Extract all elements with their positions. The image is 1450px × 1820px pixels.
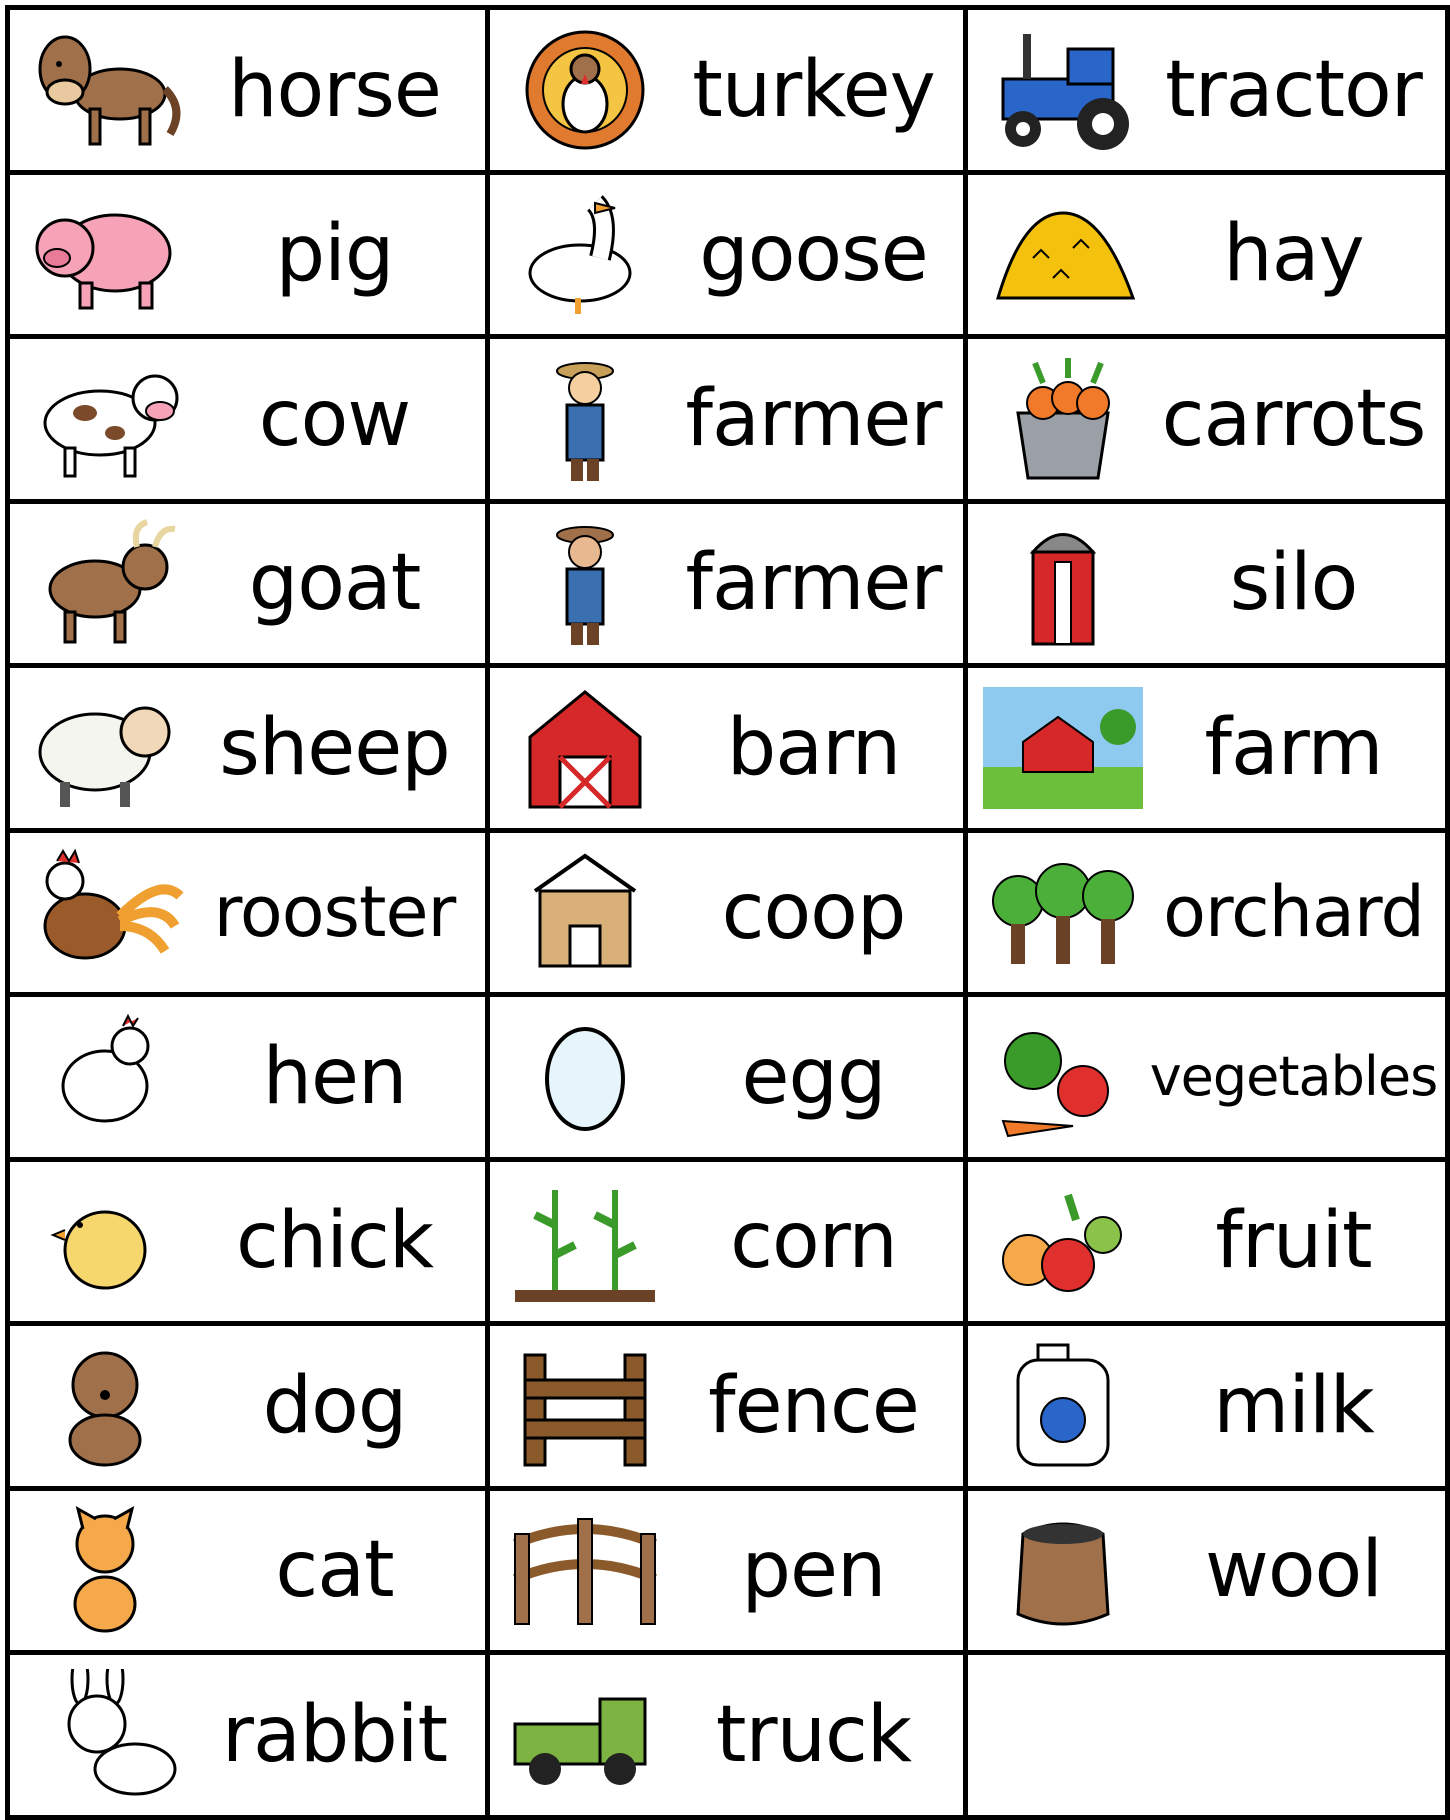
card-word: egg (741, 1031, 886, 1122)
barn-icon (500, 678, 670, 818)
card-word: carrots (1161, 373, 1426, 464)
card-word: silo (1229, 538, 1358, 629)
card-word: vegetables (1149, 1044, 1438, 1108)
card-word: farmer (685, 538, 942, 629)
card-chick (5, 1157, 490, 1327)
card-word: fruit (1215, 1196, 1372, 1287)
card-word: rooster (213, 871, 456, 954)
card-word: cat (275, 1525, 394, 1616)
corn-icon (500, 1171, 670, 1311)
card-rabbit (5, 1650, 490, 1820)
cat-icon (20, 1500, 190, 1640)
silo-icon (978, 513, 1148, 653)
card-word: goat (248, 538, 421, 629)
card-word: barn (726, 702, 901, 793)
truck-icon (500, 1665, 670, 1805)
card-word: dog (262, 1360, 407, 1451)
farmer-boy-icon (500, 349, 670, 489)
card-fruit (963, 1157, 1450, 1327)
card-fence (485, 1321, 968, 1491)
card-carrots (963, 334, 1450, 504)
card-hay (963, 170, 1450, 340)
card-farmer-1 (485, 334, 968, 504)
card-word: horse (228, 44, 441, 135)
card-cat (5, 1486, 490, 1656)
card-orchard (963, 828, 1450, 998)
card-word: rabbit (221, 1689, 448, 1780)
wool-icon (978, 1500, 1148, 1640)
card-egg (485, 992, 968, 1162)
hen-icon (20, 1007, 190, 1147)
card-turkey (485, 5, 968, 175)
carrots-icon (978, 349, 1148, 489)
card-word: hen (262, 1031, 407, 1122)
card-word: tractor (1165, 44, 1422, 135)
card-word: truck (715, 1689, 912, 1780)
card-word: corn (730, 1196, 897, 1287)
orchard-icon (978, 842, 1148, 982)
card-word: farmer (685, 373, 942, 464)
egg-icon (500, 1007, 670, 1147)
card-goat (5, 499, 490, 669)
card-corn (485, 1157, 968, 1327)
card-word: sheep (219, 702, 450, 793)
farmer-girl-icon (500, 513, 670, 653)
card-word: milk (1213, 1360, 1374, 1451)
card-horse (5, 5, 490, 175)
rabbit-icon (20, 1665, 190, 1805)
card-rooster (5, 828, 490, 998)
card-word: wool (1205, 1525, 1382, 1616)
fruit-icon (978, 1171, 1148, 1311)
coop-icon (500, 842, 670, 982)
card-word: orchard (1163, 871, 1424, 954)
card-word: farm (1204, 702, 1383, 793)
card-pen (485, 1486, 968, 1656)
card-empty (963, 1650, 1450, 1820)
fence-icon (500, 1336, 670, 1476)
card-cow (5, 334, 490, 504)
tractor-icon (978, 20, 1148, 160)
card-word: turkey (692, 44, 935, 135)
card-word: cow (258, 373, 411, 464)
vocabulary-grid (5, 5, 1445, 1815)
vegetables-icon (978, 1007, 1148, 1147)
card-farmer-2 (485, 499, 968, 669)
card-farm (963, 663, 1450, 833)
card-silo (963, 499, 1450, 669)
pig-icon (20, 184, 190, 324)
card-word: fence (708, 1360, 919, 1451)
goat-icon (20, 513, 190, 653)
card-word: pen (741, 1525, 886, 1616)
sheep-icon (20, 678, 190, 818)
card-milk (963, 1321, 1450, 1491)
card-wool (963, 1486, 1450, 1656)
card-coop (485, 828, 968, 998)
card-word: chick (235, 1196, 434, 1287)
card-pig (5, 170, 490, 340)
card-dog (5, 1321, 490, 1491)
card-hen (5, 992, 490, 1162)
card-barn (485, 663, 968, 833)
card-truck (485, 1650, 968, 1820)
dog-icon (20, 1336, 190, 1476)
card-tractor (963, 5, 1450, 175)
goose-icon (500, 184, 670, 324)
turkey-icon (500, 20, 670, 160)
chick-icon (20, 1171, 190, 1311)
hay-icon (978, 184, 1148, 324)
pen-icon (500, 1500, 670, 1640)
card-goose (485, 170, 968, 340)
card-word: coop (721, 867, 906, 958)
milk-icon (978, 1336, 1148, 1476)
rooster-icon (20, 842, 190, 982)
horse-icon (20, 20, 190, 160)
card-word: pig (275, 209, 394, 300)
card-word: goose (699, 209, 928, 300)
card-word: hay (1223, 209, 1364, 300)
card-sheep (5, 663, 490, 833)
card-vegetables (963, 992, 1450, 1162)
farm-icon (978, 678, 1148, 818)
cow-icon (20, 349, 190, 489)
